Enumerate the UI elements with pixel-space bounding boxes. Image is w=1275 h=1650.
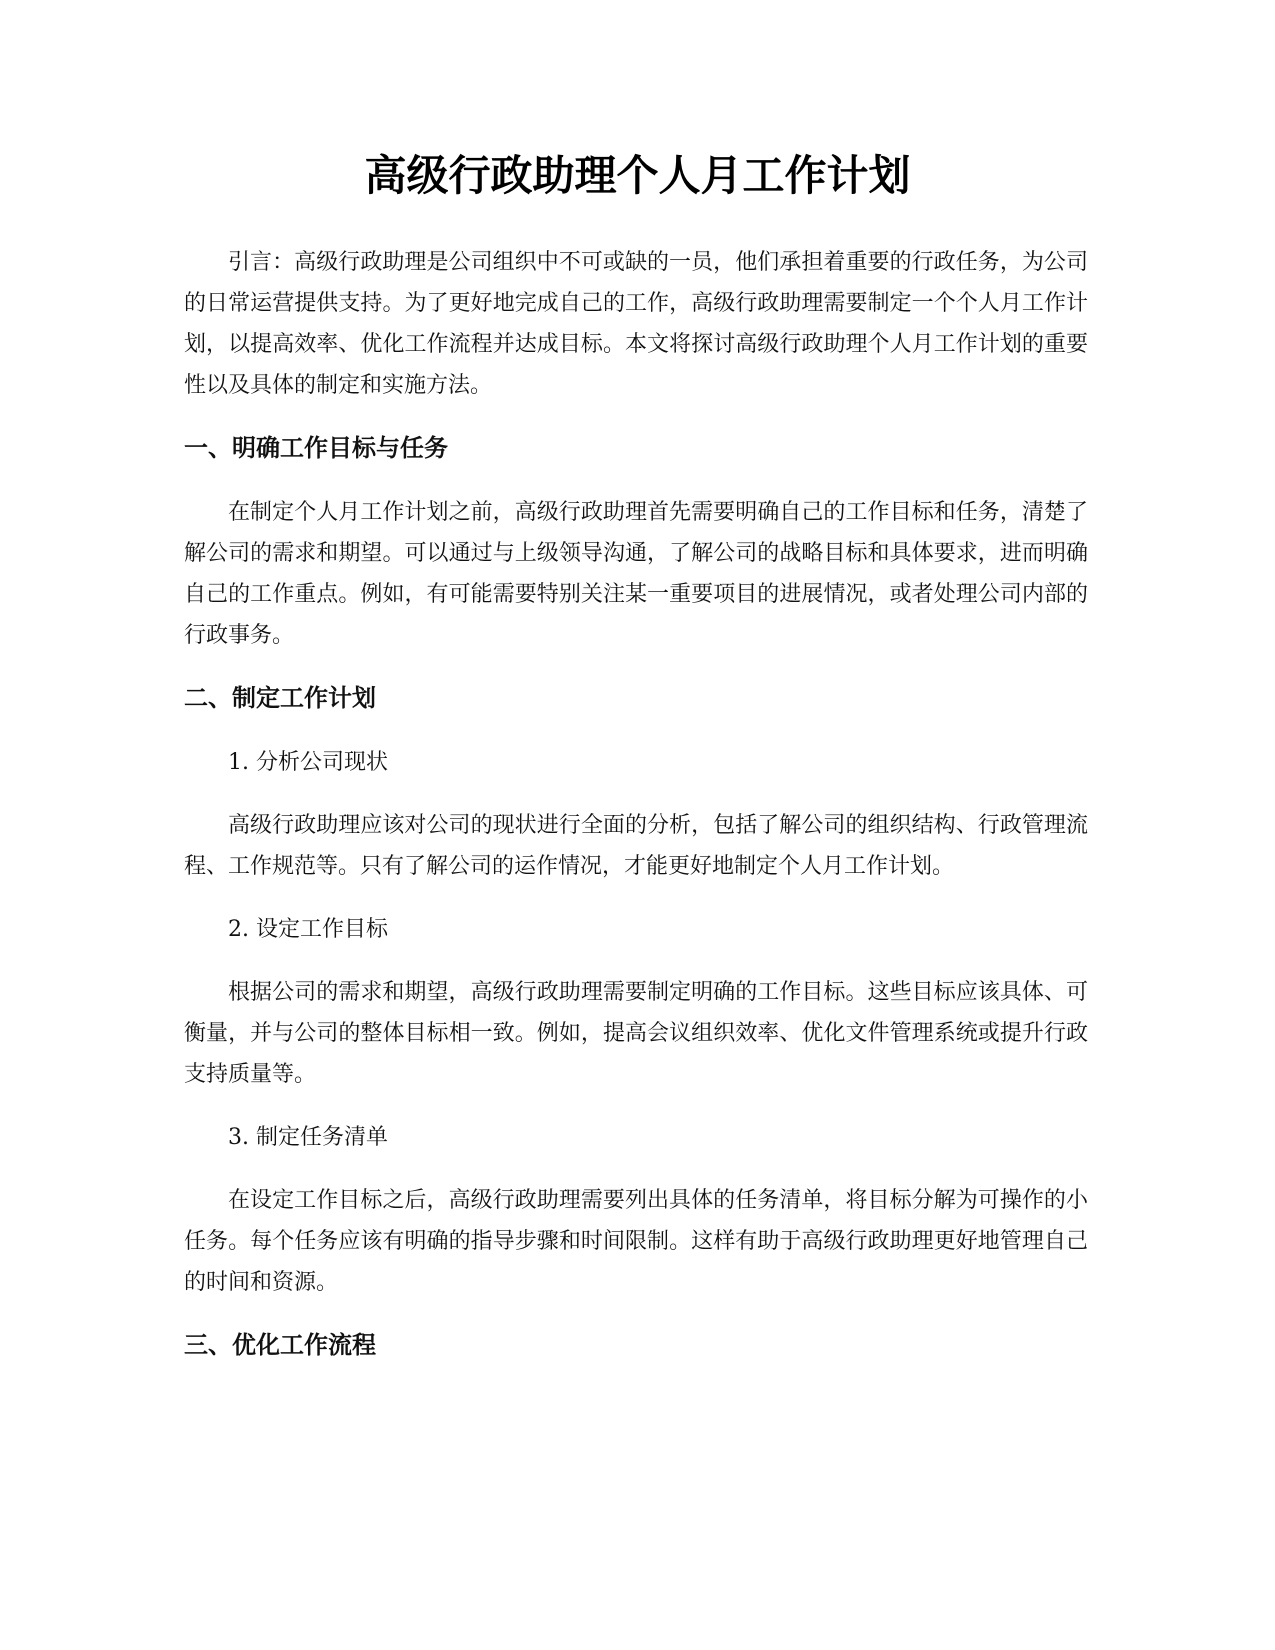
section-heading-1: 一、明确工作目标与任务 (184, 434, 448, 462)
subitem-label-1: 1. 分析公司现状 (228, 750, 388, 775)
subitem-label-3: 3. 制定任务清单 (228, 1125, 388, 1150)
section-heading-3: 三、优化工作流程 (184, 1331, 376, 1359)
subitem-paragraph-2: 根据公司的需求和期望，高级行政助理需要制定明确的工作目标。这些目标应该具体、可衡量，并与公司的整体目标相一致。例如，提高会议组织效率、优化文件管理系统或提升行政支持质量等。 (184, 980, 1088, 1087)
section-1-paragraph: 在制定个人月工作计划之前，高级行政助理首先需要明确自己的工作目标和任务，清楚了解公司的需求和期望。可以通过与上级领导沟通，了解公司的战略目标和具体要求，进而明确自己的工作重点。例如，有可能需要特别关注某一重要项目的进展情况，或者处理公司内部的行政事务。 (184, 500, 1088, 648)
intro-paragraph: 引言：高级行政助理是公司组织中不可或缺的一员，他们承担着重要的行政任务，为公司的日常运营提供支持。为了更好地完成自己的工作，高级行政助理需要制定一个个人月工作计划，以提高效率、优化工作流程并达成目标。本文将探讨高级行政助理个人月工作计划的重要性以及具体的制定和实施方法。 (184, 250, 1088, 398)
document-body (184, 242, 1088, 1389)
subitem-paragraph-1: 高级行政助理应该对公司的现状进行全面的分析，包括了解公司的组织结构、行政管理流程、工作规范等。只有了解公司的运作情况，才能更好地制定个人月工作计划。 (184, 813, 1088, 879)
subitem-label-2: 2. 设定工作目标 (228, 917, 388, 942)
document-title: 高级行政助理个人月工作计划 (364, 151, 911, 200)
subitem-paragraph-3: 在设定工作目标之后，高级行政助理需要列出具体的任务清单，将目标分解为可操作的小任务。每个任务应该有明确的指导步骤和时间限制。这样有助于高级行政助理更好地管理自己的时间和资源。 (184, 1188, 1088, 1295)
section-heading-2: 二、制定工作计划 (184, 684, 376, 712)
